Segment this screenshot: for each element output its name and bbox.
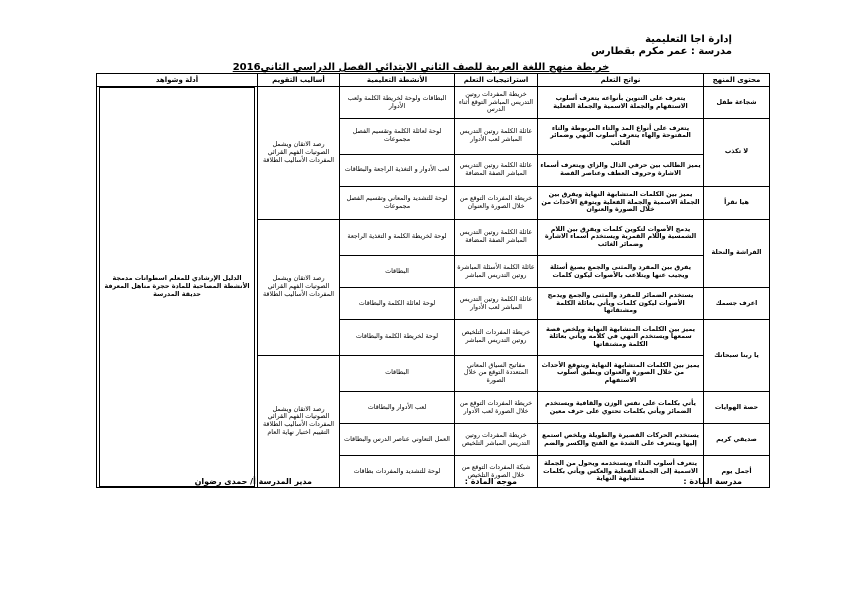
outcome-cell: يميز بين الكلمات المتشابهة النهاية ويتوقع الأحداث من خلال الصورة والعنوان ويطبق أسلوب الاستفهام — [538, 355, 704, 392]
strategy-cell: عائلة الكلمة روتين التدريس المباشر الصفة المضافة — [455, 219, 538, 256]
activity-cell: لعب الأدوار والبطاقات — [340, 392, 455, 424]
curriculum-table — [96, 73, 770, 488]
outcome-cell: يستخدم الحركات القصيرة والطويلة ويلخص استمع إليها ويتعرف على الشدة مع الفتح والكسر والضم — [538, 424, 704, 456]
outcome-cell: يدمج الأصوات لتكوين كلمات ويفرق بين اللام الشمسية واللام القمرية ويستخدم أسماء الاشارة وضمائر الغائب — [538, 219, 704, 256]
admin-label: إدارة اجا التعليمية — [645, 34, 732, 45]
activity-cell: العمل التعاوني عناصر الدرس والبطاقات — [340, 424, 455, 456]
activity-cell: لوحة لخريطة الكلمة و التغذية الراجعة — [340, 219, 455, 256]
activity-cell: لوحة للتشديد والمفردات بطاقات — [340, 456, 455, 488]
activity-cell: البطاقات — [340, 355, 455, 392]
unit-cell: الفراشة والنحلة — [704, 219, 770, 288]
activity-cell: البطاقات — [340, 256, 455, 288]
evaluation-cell: رصد الاتقان ويشمل الصوتيات الفهم القرائي المفردات الأساليب الطلاقة — [258, 219, 340, 355]
activity-cell: لوحة لعائلة الكلمة وتقسيم الفصل مجموعات — [340, 119, 455, 155]
strategy-cell: خريطة المفردات التوقع من خلال الصورة والعنوان — [455, 186, 538, 219]
unit-cell: اعرف جسمك — [704, 288, 770, 320]
strategy-cell: خريطة المفردات التوقع من خلال الصورة لعب الأدوار — [455, 392, 538, 424]
activity-cell: لوحة لخريطة الكلمة والبطاقات — [340, 320, 455, 356]
page-title: خريطة منهج اللغة العربية للصف الثاني الابتدائي الفصل الدراسي الثاني2016 — [232, 62, 610, 73]
unit-cell: لا تكذب — [704, 119, 770, 187]
outcome-cell: يميز الطالب بين حرفي الذال والزاي ويتعرف أسماء الاشارة وحروف العطف وعناصر القصة — [538, 154, 704, 186]
tools-cell — [97, 87, 258, 488]
evaluation-cell: رصد الاتقان ويشمل الصوتيات الفهم القرائي المفردات الأساليب الطلاقة — [258, 87, 340, 220]
col-tools: أدلة وشواهد — [97, 74, 258, 87]
activity-cell: البطاقات ولوحة لخريطة الكلمة ولعب الأدوار — [340, 87, 455, 119]
outcome-cell: يتعرف على أنواع المد والتاء المربوطة والتاء المفتوحة والهاء يتعرف أسلوب النهي وضمائر الغائب — [538, 119, 704, 155]
evaluation-cell: رصد الاتقان ويشمل الصوتيات الفهم القرائي المفردات الأساليب الطلاقة التقييم اختبار نهاية العام — [258, 355, 340, 488]
strategy-cell: خريطة المفردات روتين التدريس المباشر التوقع أثناء الدرس — [455, 87, 538, 119]
unit-cell: حصة الهوايات — [704, 392, 770, 424]
outcome-cell: يتعرف أسلوب النداء ويستخدمه ويحول من الجملة الاسمية إلى الجملة الفعلية والعكس ويأتي بكلمات متشابهة النهاية — [538, 456, 704, 488]
principal-signature: مدير المدرسة أ/ حمدى رضوان — [194, 477, 312, 486]
strategy-cell: مفاتيح السياق المعاني المتعددة التوقع من خلال الصورة — [455, 355, 538, 392]
col-outcomes: نواتج التعلم — [538, 74, 704, 87]
strategy-cell: عائلة الكلمة روتين التدريس المباشر لعب الأدوار — [455, 288, 538, 320]
unit-cell: هيا نقرأ — [704, 186, 770, 219]
outcome-cell: يستخدم الضمائر للمفرد والمثنى والجمع ويدمج الأصوات ليكون كلمات ويأتي بعائلة الكلمة ومشتقاتها — [538, 288, 704, 320]
strategy-cell: خريطة المفردات روتين التدريس المباشر التلخيص — [455, 424, 538, 456]
strategy-cell: شبكة المفردات التوقع من خلال الصورة التلخيص — [455, 456, 538, 488]
unit-cell: يا ربنا سبحانك — [704, 320, 770, 392]
unit-cell: أجمل يوم — [704, 456, 770, 488]
strategy-cell: عائلة الكلمة الأسئلة المباشرة روتين التدريس المباشر — [455, 256, 538, 288]
activity-cell: لوحة لعائلة الكلمة والبطاقات — [340, 288, 455, 320]
tools-box: الدليل الإرشادي للمعلم اسطوانات مدمجة الأنشطة المصاحبة للمادة حجرة مناهل المعرفة حديقة المدرسة — [99, 87, 255, 487]
col-content: محتوى المنهج — [704, 74, 770, 87]
outcome-cell: يميز بين الكلمات المتشابهة النهاية ويفرق بين الجملة الاسمية والجملة الفعلية ويتوقع الأحداث من خلال الصورة والعنوان — [538, 186, 704, 219]
strategy-cell: عائلة الكلمة روتين التدريس المباشر الصفة المضافة — [455, 154, 538, 186]
teacher-signature: مدرسة المادة : — [683, 477, 742, 486]
strategy-cell: خريطة المفردات التلخيص روتين التدريس المباشر — [455, 320, 538, 356]
outcome-cell: يتعرف على التنوين بأنواعه يتعرف أسلوب الاستفهام والجملة الاسمية والجملة الفعلية — [538, 87, 704, 119]
unit-cell: صديقي كريم — [704, 424, 770, 456]
outcome-cell: يفرق بين المفرد والمثنى والجمع يصيغ أسئلة ويجيب عنها ويتلاعب بالأصوات ليكون كلمات — [538, 256, 704, 288]
activity-cell: لوحة للتشديد والمعاني وتقسيم الفصل مجموعات — [340, 186, 455, 219]
col-strategies: استراتيجيات التعلم — [455, 74, 538, 87]
supervisor-signature: موجه المادة : — [464, 477, 517, 486]
col-evaluation: أساليب التقويم — [258, 74, 340, 87]
outcome-cell: يأتي بكلمات على نفس الوزن والقافية ويستخدم الضمائر ويأتي بكلمات تحتوي على حرف معين — [538, 392, 704, 424]
col-activities: الأنشطة التعليمية — [340, 74, 455, 87]
table-row — [97, 87, 770, 119]
strategy-cell: عائلة الكلمة روتين التدريس المباشر لعب الأدوار — [455, 119, 538, 155]
unit-cell: شجاعة طفل — [704, 87, 770, 119]
outcome-cell: يميز بين الكلمات المتشابهة النهاية ويلخص قصة سمعها ويستخدم النهي في كلامه ويأتي بعائلة الكلمة ومشتقاتها — [538, 320, 704, 356]
school-label: مدرسة : عمر مكرم بقطارس — [591, 46, 732, 57]
activity-cell: لعب الأدوار و التغذية الراجعة والبطاقات — [340, 154, 455, 186]
header-row — [97, 74, 770, 87]
